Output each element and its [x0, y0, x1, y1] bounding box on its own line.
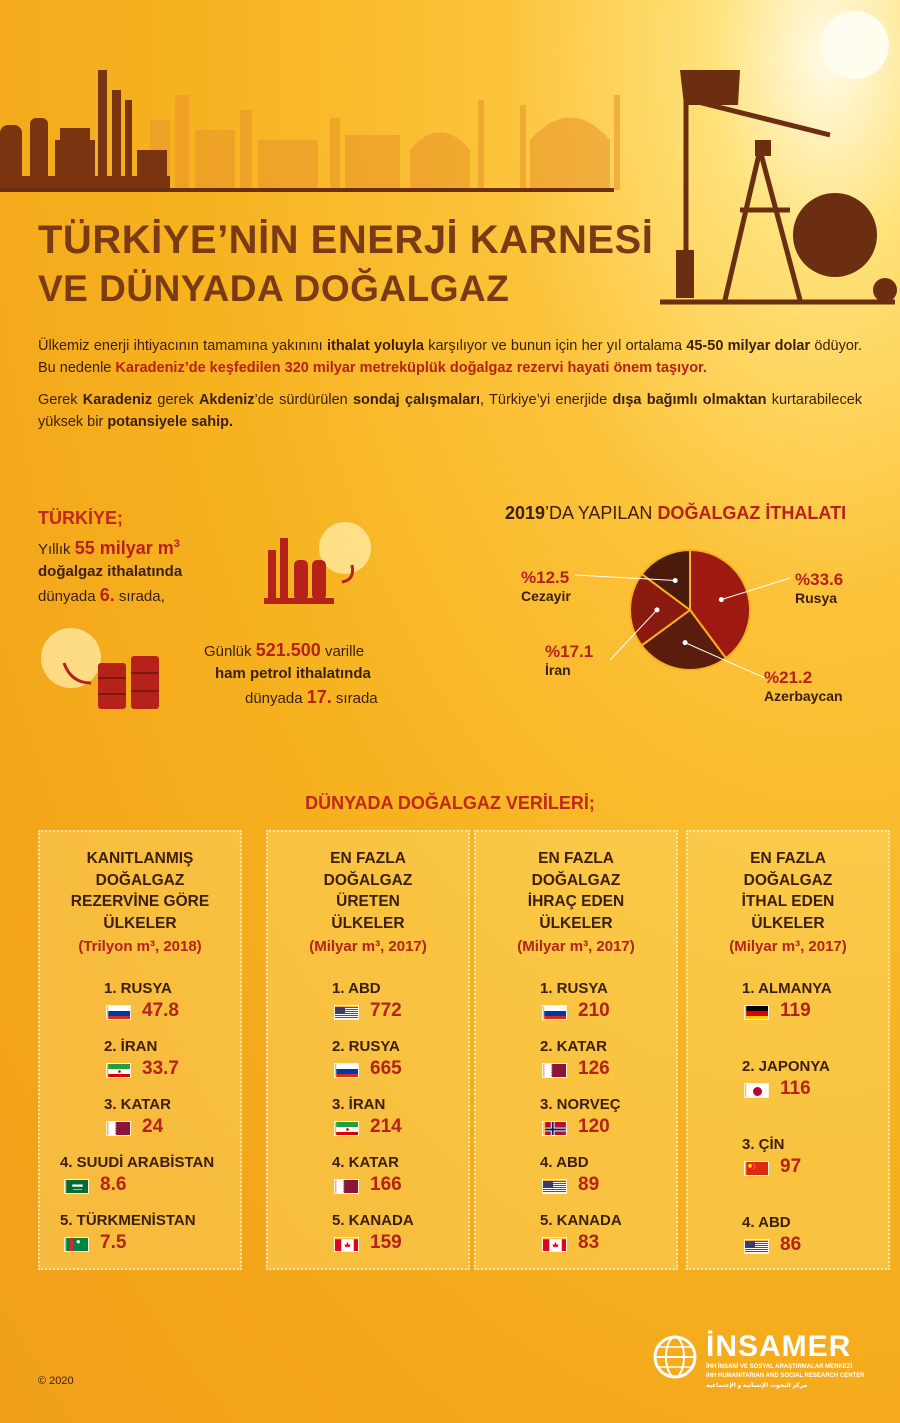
turkey-oil-line3: dünyada 17. sırada	[245, 687, 378, 707]
card-title-line: DOĞALGAZ	[95, 871, 185, 889]
flag-de-icon	[744, 1005, 769, 1020]
list-item-name: 3. İRAN	[332, 1096, 386, 1113]
turkey-gas-line3: dünyada 6. sırada,	[38, 585, 165, 605]
world-heading: DÜNYADA DOĞALGAZ VERİLERİ;	[305, 793, 595, 813]
flag-ru-icon	[542, 1005, 567, 1020]
flag-ca-icon	[542, 1237, 567, 1252]
p2-segment: sondaj çalışmaları	[352, 392, 480, 408]
list-item-value: 83	[578, 1232, 600, 1253]
p2-segment: kurtarabilecek yüksek bir	[38, 392, 863, 430]
flag-ru-icon	[334, 1063, 359, 1078]
list-item-value: 86	[780, 1234, 802, 1255]
flag-ir-icon	[106, 1063, 131, 1078]
list-item-value: 214	[370, 1116, 402, 1137]
list-item-name: 5. TÜRKMENİSTAN	[60, 1212, 196, 1229]
card-title-line: DOĞALGAZ	[743, 871, 833, 889]
oil-rank: 17.	[306, 687, 332, 707]
pie-label-iran: %17.1 İran	[545, 642, 594, 678]
pie-leader-dot	[719, 597, 724, 602]
turkey-gas-line1	[38, 538, 180, 559]
p2-segment: Gerek	[38, 392, 83, 408]
list-item-name: 1. ABD	[332, 980, 381, 997]
gas-pre-text: Yıllık	[38, 541, 75, 558]
skyline-illustration	[0, 0, 900, 310]
p1-segment: 45-50 milyar dolar	[686, 338, 811, 354]
card-title-line: EN FAZLA	[750, 850, 826, 867]
flag-ir-icon	[334, 1121, 359, 1136]
p1-segment: ithalat yoluyla	[326, 338, 424, 354]
world-card-3	[474, 830, 678, 1270]
card-title-line: İHRAÇ EDEN	[527, 893, 625, 910]
flag-ca-icon	[334, 1237, 359, 1252]
intro-paragraph-2	[38, 389, 862, 433]
pie-leader-dot	[683, 640, 688, 645]
flag-qa-icon	[542, 1063, 567, 1078]
card-title-line: KANITLANMIŞ	[86, 850, 194, 867]
sun-icon	[821, 11, 889, 79]
p2-segment: potansiyele sahip.	[107, 414, 234, 430]
flag-us-icon	[334, 1005, 359, 1020]
list-item-name: 4. KATAR	[332, 1154, 399, 1171]
p2-segment: ’de sürdürülen	[254, 392, 353, 408]
list-item-name: 5. KANADA	[332, 1212, 414, 1229]
logo-sub-tr: İHH İNSANİ VE SOSYAL ARAŞTIRMALAR MERKEZİ	[706, 1364, 853, 1370]
list-item-value: 665	[370, 1058, 402, 1079]
p2-segment: Karadeniz	[82, 392, 153, 408]
oil-value: 521.500	[255, 640, 321, 660]
p1-segment: Karadeniz’de keşfedilen 320 milyar metreküplük doğalgaz rezervi hayati önem taşıyor.	[115, 360, 707, 376]
list-item-value: 116	[780, 1078, 811, 1099]
list-item-name: 3. KATAR	[104, 1096, 171, 1113]
card-title-line: DOĞALGAZ	[531, 871, 621, 889]
p2-segment: gerek	[152, 392, 199, 408]
world-card-4	[686, 830, 890, 1270]
pie-leader-dot	[655, 607, 660, 612]
list-item-value: 166	[370, 1174, 402, 1195]
p2-segment: Akdeniz	[198, 392, 255, 408]
card-title-line: EN FAZLA	[330, 850, 406, 867]
list-item-value: 33.7	[142, 1058, 179, 1079]
list-item-value: 47.8	[142, 1000, 179, 1021]
flag-no-icon	[542, 1121, 567, 1136]
list-item-name: 3. NORVEÇ	[540, 1096, 621, 1113]
list-item-name: 2. JAPONYA	[742, 1058, 830, 1075]
list-item-value: 24	[142, 1116, 164, 1137]
pie-label-azerbaijan: %21.2 Azerbaycan	[764, 668, 843, 704]
card-unit: (Trilyon m³, 2018)	[78, 938, 202, 955]
list-item-name: 5. KANADA	[540, 1212, 622, 1229]
intro-paragraph-1	[38, 335, 862, 379]
flag-us-icon	[542, 1179, 567, 1194]
list-item-name: 2. KATAR	[540, 1038, 607, 1055]
list-item-name: 2. RUSYA	[332, 1038, 400, 1055]
p1-segment: karşılıyor ve bunun için her yıl ortalama	[423, 338, 687, 354]
list-item-value: 119	[780, 1000, 811, 1021]
list-item-value: 89	[578, 1174, 600, 1195]
p1-segment: Ülkemiz enerji ihtiyacının tamamına yakınını	[38, 338, 327, 354]
list-item-value: 159	[370, 1232, 402, 1253]
list-item-name: 2. İRAN	[104, 1038, 158, 1055]
turkey-heading: TÜRKİYE;	[38, 508, 123, 528]
p1-segment: ödüyor. Bu nedenle	[38, 338, 862, 376]
world-card-2	[266, 830, 470, 1270]
list-item-name: 1. ALMANYA	[742, 980, 832, 997]
logo-sub-ar: مركز البحوث الإنسانية و الإجتماعية	[706, 1383, 808, 1389]
copyright: © 2020	[38, 1375, 74, 1387]
card-unit: (Milyar m³, 2017)	[729, 938, 847, 955]
gas-value: 55 milyar $m^3$	[74, 538, 180, 558]
list-item-value: 126	[578, 1058, 610, 1079]
p2-segment: dışa bağımlı olmaktan	[612, 392, 767, 408]
refinery-icon	[260, 520, 380, 610]
card-title-line: İTHAL EDEN	[741, 893, 835, 910]
list-item-value: 772	[370, 1000, 402, 1021]
card-title-line: ÜLKELER	[103, 914, 177, 932]
list-item-value: 7.5	[100, 1232, 127, 1253]
logo-sub-en: IHH HUMANITARIAN AND SOCIAL RESEARCH CENTER	[706, 1373, 865, 1379]
turkey-gas-line2: doğalgaz ithalatında	[38, 563, 183, 580]
pie-label-algeria: %12.5 Cezayir	[521, 568, 571, 604]
gas-rank: 6.	[99, 585, 115, 605]
card-title-line: ÜLKELER	[331, 914, 405, 932]
flag-ru-icon	[106, 1005, 131, 1020]
flag-jp-icon	[744, 1083, 769, 1098]
turkey-oil-line1: Günlük 521.500 varille	[204, 640, 365, 660]
card-title-line: EN FAZLA	[538, 850, 614, 867]
list-item-value: 97	[780, 1156, 802, 1177]
card-title-line: REZERVİNE GÖRE	[70, 893, 210, 910]
world-card-1	[38, 830, 242, 1270]
chart-title: 2019’DA YAPILAN DOĞALGAZ İTHALATI	[505, 503, 847, 523]
page-title: TÜRKİYE’NİN ENERJİ KARNESİ	[38, 218, 654, 262]
list-item-value: 120	[578, 1116, 610, 1137]
card-title-line: ÜRETEN	[336, 893, 400, 910]
page-subtitle: VE DÜNYADA DOĞALGAZ	[38, 268, 510, 309]
globe-logo-icon	[652, 1334, 698, 1380]
pie-label-russia: %33.6 Rusya	[795, 570, 844, 606]
card-title-line: ÜLKELER	[539, 914, 613, 932]
flag-us-icon	[744, 1239, 769, 1254]
list-item-name: 1. RUSYA	[540, 980, 608, 997]
card-unit: (Milyar m³, 2017)	[517, 938, 635, 955]
list-item-name: 1. RUSYA	[104, 980, 172, 997]
flag-qa-icon	[334, 1179, 359, 1194]
card-title-line: ÜLKELER	[751, 914, 825, 932]
turkey-oil-line2: ham petrol ithalatında	[215, 665, 371, 682]
list-item-value: 8.6	[100, 1174, 127, 1195]
oil-barrels-icon	[36, 628, 166, 713]
pumpjack-icon	[660, 98, 895, 302]
logo: İNSAMER	[706, 1330, 852, 1363]
flag-qa-icon	[106, 1121, 131, 1136]
list-item-name: 4. SUUDİ ARABİSTAN	[60, 1154, 215, 1171]
flag-sa-icon	[64, 1179, 89, 1194]
flag-tm-icon	[64, 1237, 89, 1252]
list-item-value: 210	[578, 1000, 610, 1021]
card-title-line: DOĞALGAZ	[323, 871, 413, 889]
flag-cn-icon	[744, 1161, 769, 1176]
list-item-name: 4. ABD	[540, 1154, 589, 1171]
p2-segment: , Türkiye’yi enerjide	[479, 392, 613, 408]
pie-leader-dot	[673, 578, 678, 583]
card-unit: (Milyar m³, 2017)	[309, 938, 427, 955]
list-item-name: 4. ABD	[742, 1214, 791, 1231]
list-item-name: 3. ÇİN	[742, 1136, 785, 1153]
